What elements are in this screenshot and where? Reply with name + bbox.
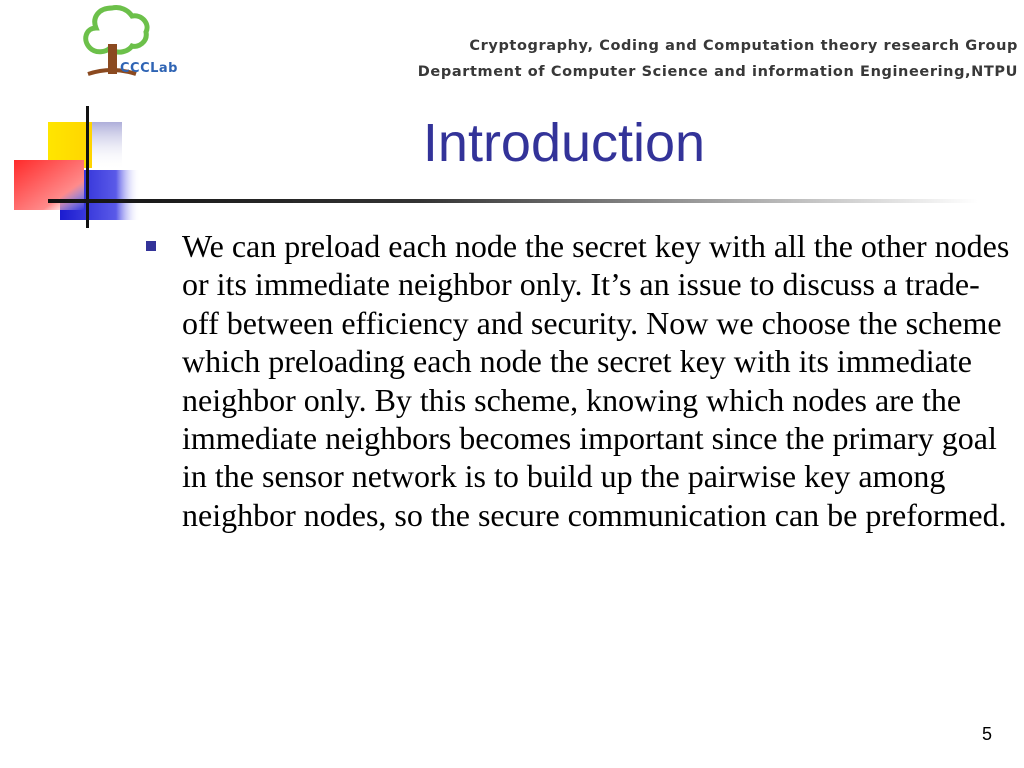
logo-label: CCCLab bbox=[120, 61, 178, 76]
slide-title: Introduction bbox=[422, 113, 706, 173]
title-divider bbox=[48, 199, 978, 203]
ccclab-logo bbox=[78, 4, 208, 82]
content-area bbox=[140, 227, 1010, 534]
group-name: Cryptography, Coding and Computation theory research Group bbox=[469, 38, 1018, 54]
department-name: Department of Computer Science and information Engineering,NTPU bbox=[417, 64, 1018, 80]
bullet-paragraph: We can preload each node the secret key with all the other nodes or its immediate neighbor only. It’s an issue to discuss a trade-off between efficiency and security. Now we choose the scheme which preloading each node the secret key with its immediate neighbor only. By this scheme, knowing which nodes are the immediate neighbors becomes important since the primary goal in the sensor network is to build up the pairwise key among neighbor nodes, so the secure communication can be preformed. bbox=[182, 228, 1010, 533]
page-number: 5 bbox=[981, 724, 992, 744]
square-bullet-icon bbox=[146, 241, 156, 251]
